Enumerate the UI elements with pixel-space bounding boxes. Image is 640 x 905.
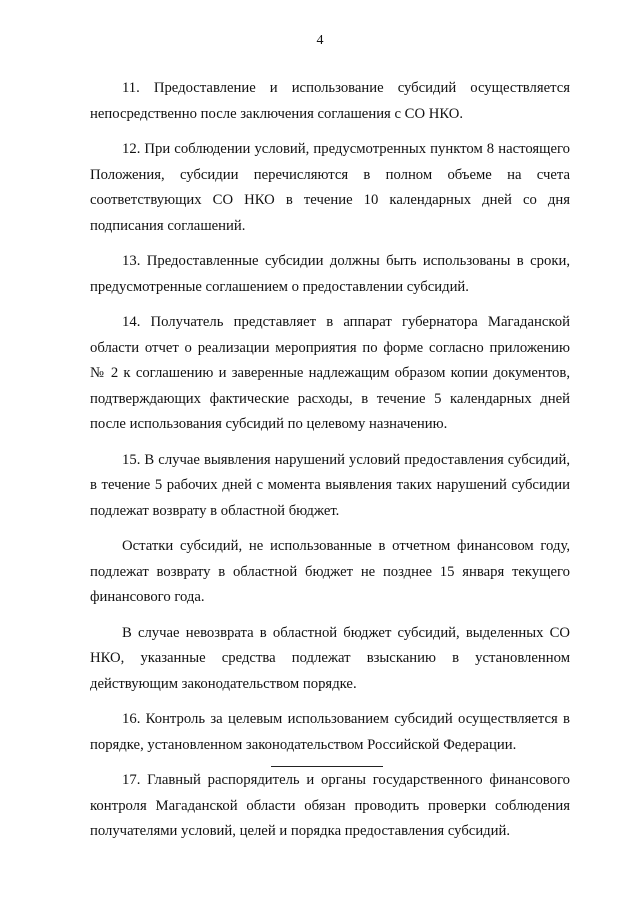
paragraph-17: 17. Главный распорядитель и органы государственного финансового контроля Магаданской области обязан проводить проверки соблюдения получателями условий, целей и порядка предоставления субсидий. bbox=[90, 772, 570, 839]
paragraph-11: 11. Предоставление и использование субсидий осуществляется непосредственно после заключения соглашения с СО НКО. bbox=[90, 80, 570, 122]
page-number: 4 bbox=[316, 33, 324, 48]
paragraph-15-remainders: Остатки субсидий, не использованные в отчетном финансовом году, подлежат возврату в областной бюджет не позднее 15 января текущего финансового года. bbox=[90, 538, 570, 605]
paragraph-16: 16. Контроль за целевым использованием субсидий осуществляется в порядке, установленном законодательством Российской Федерации. bbox=[90, 711, 570, 753]
document-body bbox=[90, 76, 570, 855]
paragraph-15: 15. В случае выявления нарушений условий предоставления субсидий, в течение 5 рабочих дней с момента выявления таких нарушений субсидии подлежат возврату в областной бюджет. bbox=[90, 451, 570, 519]
paragraph-15-nonreturn: В случае невозврата в областной бюджет субсидий, выделенных СО НКО, указанные средства подлежат взысканию в установленном действующим законодательством порядке. bbox=[90, 624, 570, 692]
paragraph-14: 14. Получатель представляет в аппарат губернатора Магаданской области отчет о реализации мероприятия по форме согласно приложению № 2 к соглашению и заверенные надлежащим образом копии документов, подтверждающих фактические расходы, в течение 5 календарных дней после использования субсидий по целевому назначению. bbox=[90, 314, 570, 432]
paragraph-12: 12. При соблюдении условий, предусмотренных пунктом 8 настоящего Положения, субсидии перечисляются в полном объеме на счета соответствующих СО НКО в течение 10 календарных дней со дня подписания соглашений. bbox=[90, 141, 570, 234]
end-divider-line bbox=[271, 766, 383, 767]
paragraph-13: 13. Предоставленные субсидии должны быть использованы в сроки, предусмотренные соглашением о предоставлении субсидий. bbox=[90, 253, 570, 295]
